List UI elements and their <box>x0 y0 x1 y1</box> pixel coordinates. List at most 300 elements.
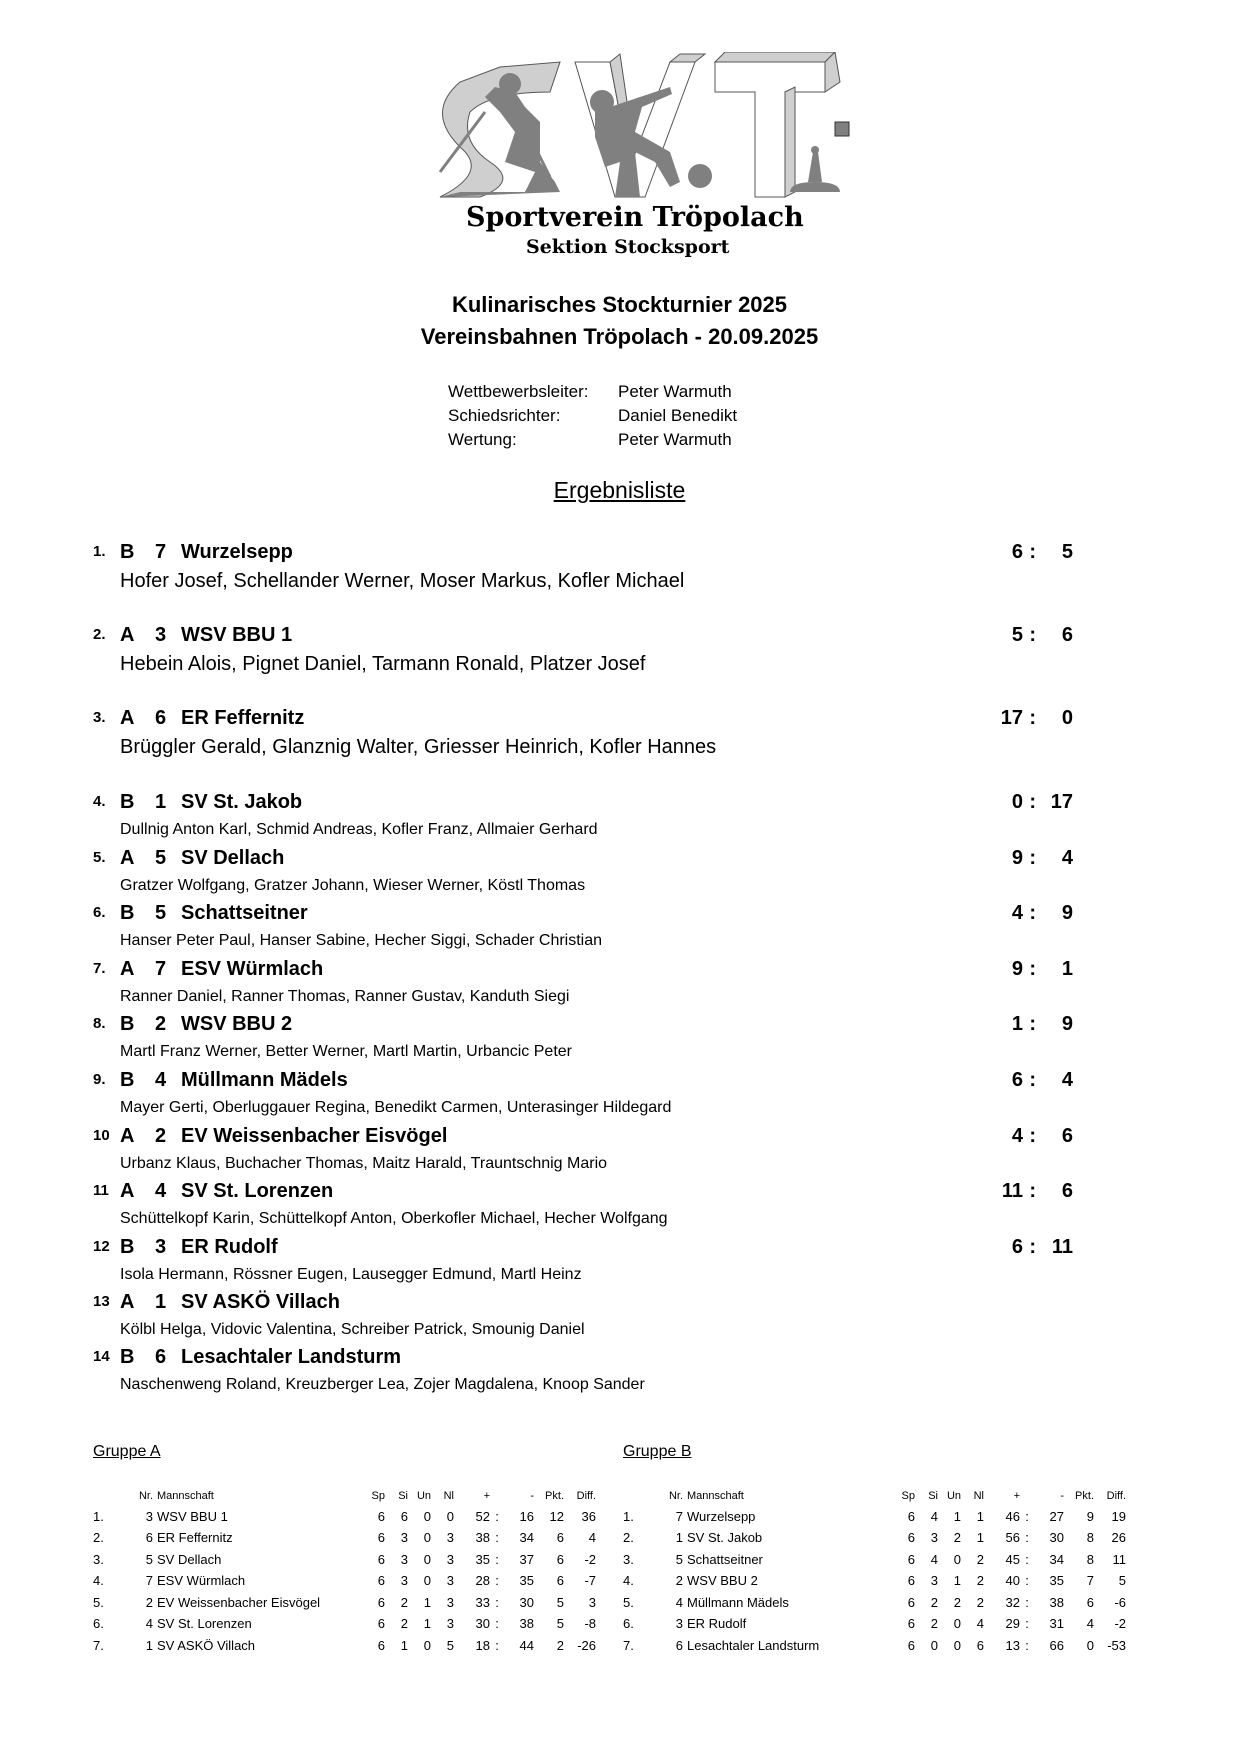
score-against: 11 <box>1051 1236 1073 1258</box>
draws: 0 <box>423 1573 431 1589</box>
row-team-name: Müllmann Mädels <box>687 1594 789 1610</box>
ranking-points: 6 <box>556 1530 564 1546</box>
result-rank: 8. <box>93 1015 106 1032</box>
result-team-number: 4 <box>155 1069 167 1091</box>
ranking-points: 6 <box>556 1551 564 1567</box>
score-for: 5 <box>1011 624 1023 646</box>
table-row <box>93 1592 596 1614</box>
official-row <box>448 428 737 452</box>
column-header: Un <box>946 1490 961 1502</box>
skier-head <box>499 73 521 95</box>
result-team-name: ER Rudolf <box>181 1236 278 1258</box>
draws: 1 <box>423 1616 431 1632</box>
result-team-number: 5 <box>155 902 167 924</box>
table-row <box>623 1592 1126 1614</box>
games-played: 6 <box>377 1616 385 1632</box>
row-team-name: Schattseitner <box>687 1551 763 1567</box>
losses: 3 <box>446 1530 454 1546</box>
result-header <box>93 1290 1073 1318</box>
row-team-name: SV St. Jakob <box>687 1530 763 1546</box>
group-b-standings-table <box>623 1488 1126 1657</box>
games-played: 6 <box>907 1616 915 1632</box>
result-players: Isola Hermann, Rössner Eugen, Lausegger Edmund, Martl Heinz <box>120 1266 582 1283</box>
row-rank: 6. <box>93 1616 104 1632</box>
difference: -53 <box>1107 1637 1126 1653</box>
difference: -8 <box>584 1616 596 1632</box>
result-team-name: WSV BBU 1 <box>181 624 293 646</box>
games-played: 6 <box>377 1551 385 1567</box>
draws: 0 <box>423 1637 431 1653</box>
score-against: 4 <box>1061 1069 1073 1091</box>
score-separator: : <box>1029 1069 1036 1091</box>
row-rank: 1. <box>93 1508 104 1524</box>
column-header: Nr. <box>138 1490 153 1502</box>
row-team-name: Wurzelsepp <box>687 1508 756 1524</box>
table-row <box>623 1571 1126 1593</box>
points-for: 13 <box>1005 1637 1020 1653</box>
ranking-points: 6 <box>1086 1594 1094 1610</box>
row-team-number: 3 <box>675 1616 683 1632</box>
row-team-number: 3 <box>145 1508 153 1524</box>
column-header: Un <box>416 1490 431 1502</box>
losses: 0 <box>446 1508 454 1524</box>
result-team-name: SV St. Lorenzen <box>181 1180 334 1202</box>
result-group: B <box>120 541 135 563</box>
wins: 0 <box>930 1637 938 1653</box>
result-players: Urbanz Klaus, Buchacher Thomas, Maitz Harald, Trauntschnig Mario <box>120 1155 608 1172</box>
points-for: 52 <box>475 1508 490 1524</box>
wins: 3 <box>400 1551 408 1567</box>
official-row <box>448 404 737 428</box>
difference: -2 <box>584 1551 596 1567</box>
score-for: 6 <box>1011 541 1023 563</box>
separator: : <box>495 1530 499 1546</box>
score-against: 17 <box>1050 791 1073 813</box>
result-header <box>93 706 1073 734</box>
result-entry <box>93 1235 1073 1283</box>
result-group: A <box>120 707 135 729</box>
draws: 1 <box>953 1573 961 1589</box>
ranking-points: 8 <box>1086 1530 1094 1546</box>
draws: 0 <box>423 1508 431 1524</box>
result-team-name: SV Dellach <box>181 847 285 869</box>
points-for: 18 <box>475 1637 490 1653</box>
result-group: B <box>120 1346 135 1368</box>
row-team-number: 6 <box>145 1530 153 1546</box>
table-row <box>93 1614 596 1636</box>
column-header: Mannschaft <box>157 1490 214 1502</box>
score-for: 11 <box>1001 1180 1023 1202</box>
group-b-title: Gruppe B <box>623 1443 692 1460</box>
row-team-number: 7 <box>675 1508 683 1524</box>
score-against: 4 <box>1061 847 1073 869</box>
result-entry <box>93 540 1073 592</box>
losses: 2 <box>976 1573 984 1589</box>
result-players: Kölbl Helga, Vidovic Valentina, Schreiber Patrick, Smounig Daniel <box>120 1321 585 1338</box>
club-logo <box>430 52 850 267</box>
official-value: Peter Warmuth <box>618 382 732 401</box>
score-against: 6 <box>1061 1125 1073 1147</box>
result-team-name: SV ASKÖ Villach <box>181 1291 340 1313</box>
score-against: 1 <box>1061 958 1073 980</box>
table-row <box>93 1549 596 1571</box>
ranking-points: 6 <box>556 1573 564 1589</box>
letter-t-bevel <box>715 52 835 62</box>
result-group: A <box>120 1125 135 1147</box>
column-header: Si <box>928 1490 938 1502</box>
result-rank: 12 <box>93 1238 110 1255</box>
difference: 3 <box>588 1594 596 1610</box>
column-header: Nl <box>443 1490 454 1502</box>
result-players: Martl Franz Werner, Better Werner, Martl Martin, Urbancic Peter <box>120 1043 572 1060</box>
result-entry <box>93 1345 1073 1393</box>
logo-section-name: Sektion Stocksport <box>526 236 730 258</box>
result-team-number: 4 <box>155 1180 167 1202</box>
result-players: Hofer Josef, Schellander Werner, Moser Markus, Kofler Michael <box>120 570 685 592</box>
games-played: 6 <box>907 1508 915 1524</box>
result-entry <box>93 846 1073 894</box>
losses: 4 <box>976 1616 984 1632</box>
draws: 2 <box>953 1530 961 1546</box>
losses: 2 <box>976 1551 984 1567</box>
points-for: 46 <box>1005 1508 1020 1524</box>
result-team-name: SV St. Jakob <box>181 791 303 813</box>
row-team-number: 1 <box>145 1637 153 1653</box>
column-header: Nl <box>973 1490 984 1502</box>
ranking-points: 8 <box>1086 1551 1094 1567</box>
table-row <box>623 1549 1126 1571</box>
column-header: Pkt. <box>1075 1490 1094 1502</box>
points-against: 31 <box>1049 1616 1064 1632</box>
wins: 2 <box>930 1616 938 1632</box>
separator: : <box>1025 1551 1029 1567</box>
difference: 5 <box>1118 1573 1126 1589</box>
result-team-name: Schattseitner <box>181 902 308 924</box>
result-entry <box>93 1124 1073 1172</box>
points-for: 35 <box>475 1551 490 1567</box>
column-header: Sp <box>901 1490 915 1502</box>
score-against: 6 <box>1061 1180 1073 1202</box>
score-separator: : <box>1029 1236 1036 1258</box>
score-separator: : <box>1029 1180 1036 1202</box>
result-header <box>93 901 1073 929</box>
column-header: - <box>530 1490 534 1502</box>
row-rank: 4. <box>93 1573 104 1589</box>
column-header <box>1020 1488 1034 1506</box>
separator: : <box>495 1594 499 1610</box>
score-against: 0 <box>1061 707 1073 729</box>
column-header: Mannschaft <box>687 1490 744 1502</box>
column-header <box>490 1488 504 1506</box>
points-against: 37 <box>519 1551 534 1567</box>
result-team-name: EV Weissenbacher Eisvögel <box>181 1125 448 1147</box>
result-header <box>93 1345 1073 1373</box>
group-a-standings-table <box>93 1488 596 1657</box>
result-team-number: 3 <box>155 624 167 646</box>
column-header: + <box>1013 1490 1020 1502</box>
result-rank: 11 <box>93 1182 109 1199</box>
score-for: 6 <box>1011 1236 1023 1258</box>
result-team-number: 5 <box>155 847 167 869</box>
column-header: Nr. <box>668 1490 683 1502</box>
score-for: 0 <box>1011 791 1023 813</box>
group-a-title: Gruppe A <box>93 1443 161 1460</box>
score-separator: : <box>1029 1013 1036 1035</box>
draws: 0 <box>423 1551 431 1567</box>
result-group: B <box>120 791 135 813</box>
wins: 4 <box>930 1508 938 1524</box>
result-header <box>93 790 1073 818</box>
draws: 0 <box>953 1616 961 1632</box>
column-header: Diff. <box>576 1490 596 1502</box>
score-against: 9 <box>1061 1013 1073 1035</box>
difference: -7 <box>584 1573 596 1589</box>
row-team-name: ER Rudolf <box>687 1616 747 1632</box>
draws: 1 <box>953 1508 961 1524</box>
result-team-number: 3 <box>155 1236 167 1258</box>
letter-t-shape <box>715 62 825 197</box>
score-against: 6 <box>1061 624 1073 646</box>
separator: : <box>495 1616 499 1632</box>
separator: : <box>1025 1573 1029 1589</box>
result-rank: 10 <box>93 1127 110 1144</box>
separator: : <box>495 1508 499 1524</box>
result-rank: 13 <box>93 1293 110 1310</box>
column-header: Sp <box>371 1490 385 1502</box>
result-rank: 5. <box>93 849 106 866</box>
result-group: B <box>120 1013 135 1035</box>
result-players: Hebein Alois, Pignet Daniel, Tarmann Ronald, Platzer Josef <box>120 653 646 675</box>
result-players: Mayer Gerti, Oberluggauer Regina, Benedikt Carmen, Unterasinger Hildegard <box>120 1099 672 1116</box>
row-rank: 3. <box>623 1551 634 1567</box>
wins: 2 <box>400 1594 408 1610</box>
official-row <box>448 380 737 404</box>
row-rank: 4. <box>623 1573 634 1589</box>
official-label: Wettbewerbsleiter: <box>448 382 589 401</box>
games-played: 6 <box>907 1594 915 1610</box>
row-rank: 5. <box>623 1594 634 1610</box>
points-for: 29 <box>1005 1616 1020 1632</box>
points-against: 66 <box>1049 1637 1064 1653</box>
result-players: Gratzer Wolfgang, Gratzer Johann, Wieser Werner, Köstl Thomas <box>120 877 586 894</box>
score-for: 9 <box>1011 958 1023 980</box>
wins: 3 <box>400 1573 408 1589</box>
letter-v-bevel <box>670 54 705 62</box>
result-entry <box>93 623 1073 675</box>
separator: : <box>1025 1508 1029 1524</box>
result-players: Hanser Peter Paul, Hanser Sabine, Hecher Siggi, Schader Christian <box>120 932 603 949</box>
result-header <box>93 623 1073 651</box>
result-team-name: Lesachtaler Landsturm <box>181 1346 402 1368</box>
result-rank: 4. <box>93 793 106 810</box>
losses: 1 <box>976 1508 984 1524</box>
table-row <box>93 1635 596 1657</box>
letter-t-bevel <box>785 87 795 197</box>
table-row <box>623 1528 1126 1550</box>
draws: 0 <box>953 1551 961 1567</box>
wins: 2 <box>930 1594 938 1610</box>
result-entry <box>93 1179 1073 1227</box>
table-header-row <box>93 1488 596 1506</box>
points-against: 38 <box>1049 1594 1064 1610</box>
losses: 3 <box>446 1573 454 1589</box>
games-played: 6 <box>377 1530 385 1546</box>
points-for: 33 <box>475 1594 490 1610</box>
difference: 4 <box>588 1530 596 1546</box>
games-played: 6 <box>377 1508 385 1524</box>
result-rank: 2. <box>93 626 106 643</box>
wins: 3 <box>930 1530 938 1546</box>
table-header-row <box>623 1488 1126 1506</box>
svt-emblem-graphic <box>430 52 850 202</box>
score-for: 4 <box>1011 902 1023 924</box>
result-players: Brüggler Gerald, Glanznig Walter, Griesser Heinrich, Kofler Hannes <box>120 736 717 758</box>
score-separator: : <box>1029 958 1036 980</box>
row-team-number: 1 <box>675 1530 683 1546</box>
row-rank: 6. <box>623 1616 634 1632</box>
points-for: 28 <box>475 1573 490 1589</box>
result-group: A <box>120 624 135 646</box>
result-header <box>93 1068 1073 1096</box>
row-team-name: EV Weissenbacher Eisvögel <box>157 1594 321 1610</box>
points-against: 27 <box>1049 1508 1064 1524</box>
result-entry <box>93 706 1073 758</box>
separator: : <box>495 1637 499 1653</box>
score-separator: : <box>1029 902 1036 924</box>
points-for: 40 <box>1005 1573 1020 1589</box>
result-team-number: 1 <box>155 1291 167 1313</box>
losses: 3 <box>446 1594 454 1610</box>
result-rank: 9. <box>93 1071 106 1088</box>
table-row <box>93 1528 596 1550</box>
result-team-name: Müllmann Mädels <box>181 1069 348 1091</box>
points-for: 30 <box>475 1616 490 1632</box>
cube-icon <box>835 122 849 136</box>
ranking-points: 12 <box>549 1508 564 1524</box>
games-played: 6 <box>377 1637 385 1653</box>
row-team-name: SV St. Lorenzen <box>157 1616 252 1632</box>
wins: 2 <box>400 1616 408 1632</box>
official-value: Peter Warmuth <box>618 430 732 449</box>
row-team-number: 2 <box>145 1594 153 1610</box>
result-rank: 14 <box>93 1348 110 1365</box>
row-team-name: SV Dellach <box>157 1551 222 1567</box>
ranking-points: 7 <box>1086 1573 1094 1589</box>
result-team-number: 7 <box>155 541 167 563</box>
wins: 4 <box>930 1551 938 1567</box>
result-entry <box>93 957 1073 1005</box>
result-players: Dullnig Anton Karl, Schmid Andreas, Kofler Franz, Allmaier Gerhard <box>120 821 598 838</box>
difference: -2 <box>1114 1616 1126 1632</box>
official-label: Schiedsrichter: <box>448 406 561 425</box>
separator: : <box>1025 1616 1029 1632</box>
points-against: 35 <box>519 1573 534 1589</box>
official-label: Wertung: <box>448 430 517 449</box>
result-team-number: 6 <box>155 707 167 729</box>
difference: 26 <box>1111 1530 1126 1546</box>
wins: 3 <box>400 1530 408 1546</box>
difference: -6 <box>1114 1594 1126 1610</box>
draws: 1 <box>423 1594 431 1610</box>
wins: 6 <box>400 1508 408 1524</box>
ranking-points: 5 <box>556 1594 564 1610</box>
result-group: B <box>120 1236 135 1258</box>
points-against: 44 <box>519 1637 534 1653</box>
separator: : <box>1025 1530 1029 1546</box>
result-players: Ranner Daniel, Ranner Thomas, Ranner Gustav, Kanduth Siegi <box>120 988 570 1005</box>
row-rank: 7. <box>623 1637 634 1653</box>
score-separator: : <box>1029 847 1036 869</box>
row-rank: 5. <box>93 1594 104 1610</box>
table-row <box>623 1635 1126 1657</box>
official-value: Daniel Benedikt <box>618 406 738 425</box>
draws: 0 <box>423 1530 431 1546</box>
result-team-name: ESV Würmlach <box>181 958 324 980</box>
result-group: B <box>120 1069 135 1091</box>
score-against: 5 <box>1061 541 1073 563</box>
points-against: 35 <box>1049 1573 1064 1589</box>
points-against: 34 <box>1049 1551 1064 1567</box>
column-header: - <box>1060 1490 1064 1502</box>
score-separator: : <box>1029 541 1036 563</box>
row-team-number: 4 <box>675 1594 683 1610</box>
games-played: 6 <box>907 1530 915 1546</box>
separator: : <box>1025 1637 1029 1653</box>
losses: 3 <box>446 1551 454 1567</box>
points-for: 32 <box>1005 1594 1020 1610</box>
losses: 6 <box>976 1637 984 1653</box>
points-against: 16 <box>519 1508 534 1524</box>
curling-stone-knob <box>811 146 819 154</box>
score-for: 17 <box>1000 707 1023 729</box>
ranking-points: 5 <box>556 1616 564 1632</box>
difference: 19 <box>1111 1508 1126 1524</box>
row-rank: 3. <box>93 1551 104 1567</box>
row-team-number: 7 <box>145 1573 153 1589</box>
row-team-number: 5 <box>675 1551 683 1567</box>
points-for: 56 <box>1005 1530 1020 1546</box>
row-rank: 1. <box>623 1508 634 1524</box>
result-entry <box>93 790 1073 838</box>
column-header: Pkt. <box>545 1490 564 1502</box>
result-group: B <box>120 902 135 924</box>
tournament-venue-date: Vereinsbahnen Tröpolach - 20.09.2025 <box>420 324 819 349</box>
row-team-name: WSV BBU 1 <box>157 1508 228 1524</box>
separator: : <box>1025 1594 1029 1610</box>
row-team-name: Lesachtaler Landsturm <box>687 1637 820 1653</box>
result-group: A <box>120 958 135 980</box>
result-entry <box>93 1290 1073 1338</box>
wins: 3 <box>930 1573 938 1589</box>
result-group: A <box>120 847 135 869</box>
row-team-name: ESV Würmlach <box>157 1573 246 1589</box>
column-header: Si <box>398 1490 408 1502</box>
draws: 0 <box>953 1637 961 1653</box>
score-against: 9 <box>1061 902 1073 924</box>
points-for: 38 <box>475 1530 490 1546</box>
row-team-number: 6 <box>675 1637 683 1653</box>
result-header <box>93 1012 1073 1040</box>
result-team-number: 7 <box>155 958 167 980</box>
points-against: 38 <box>519 1616 534 1632</box>
row-team-name: WSV BBU 2 <box>687 1573 758 1589</box>
result-entry <box>93 901 1073 949</box>
row-team-name: ER Feffernitz <box>157 1530 233 1546</box>
result-header <box>93 540 1073 568</box>
separator: : <box>495 1551 499 1567</box>
result-players: Naschenweng Roland, Kreuzberger Lea, Zojer Magdalena, Knoop Sander <box>120 1376 645 1393</box>
difference: 11 <box>1112 1551 1126 1567</box>
